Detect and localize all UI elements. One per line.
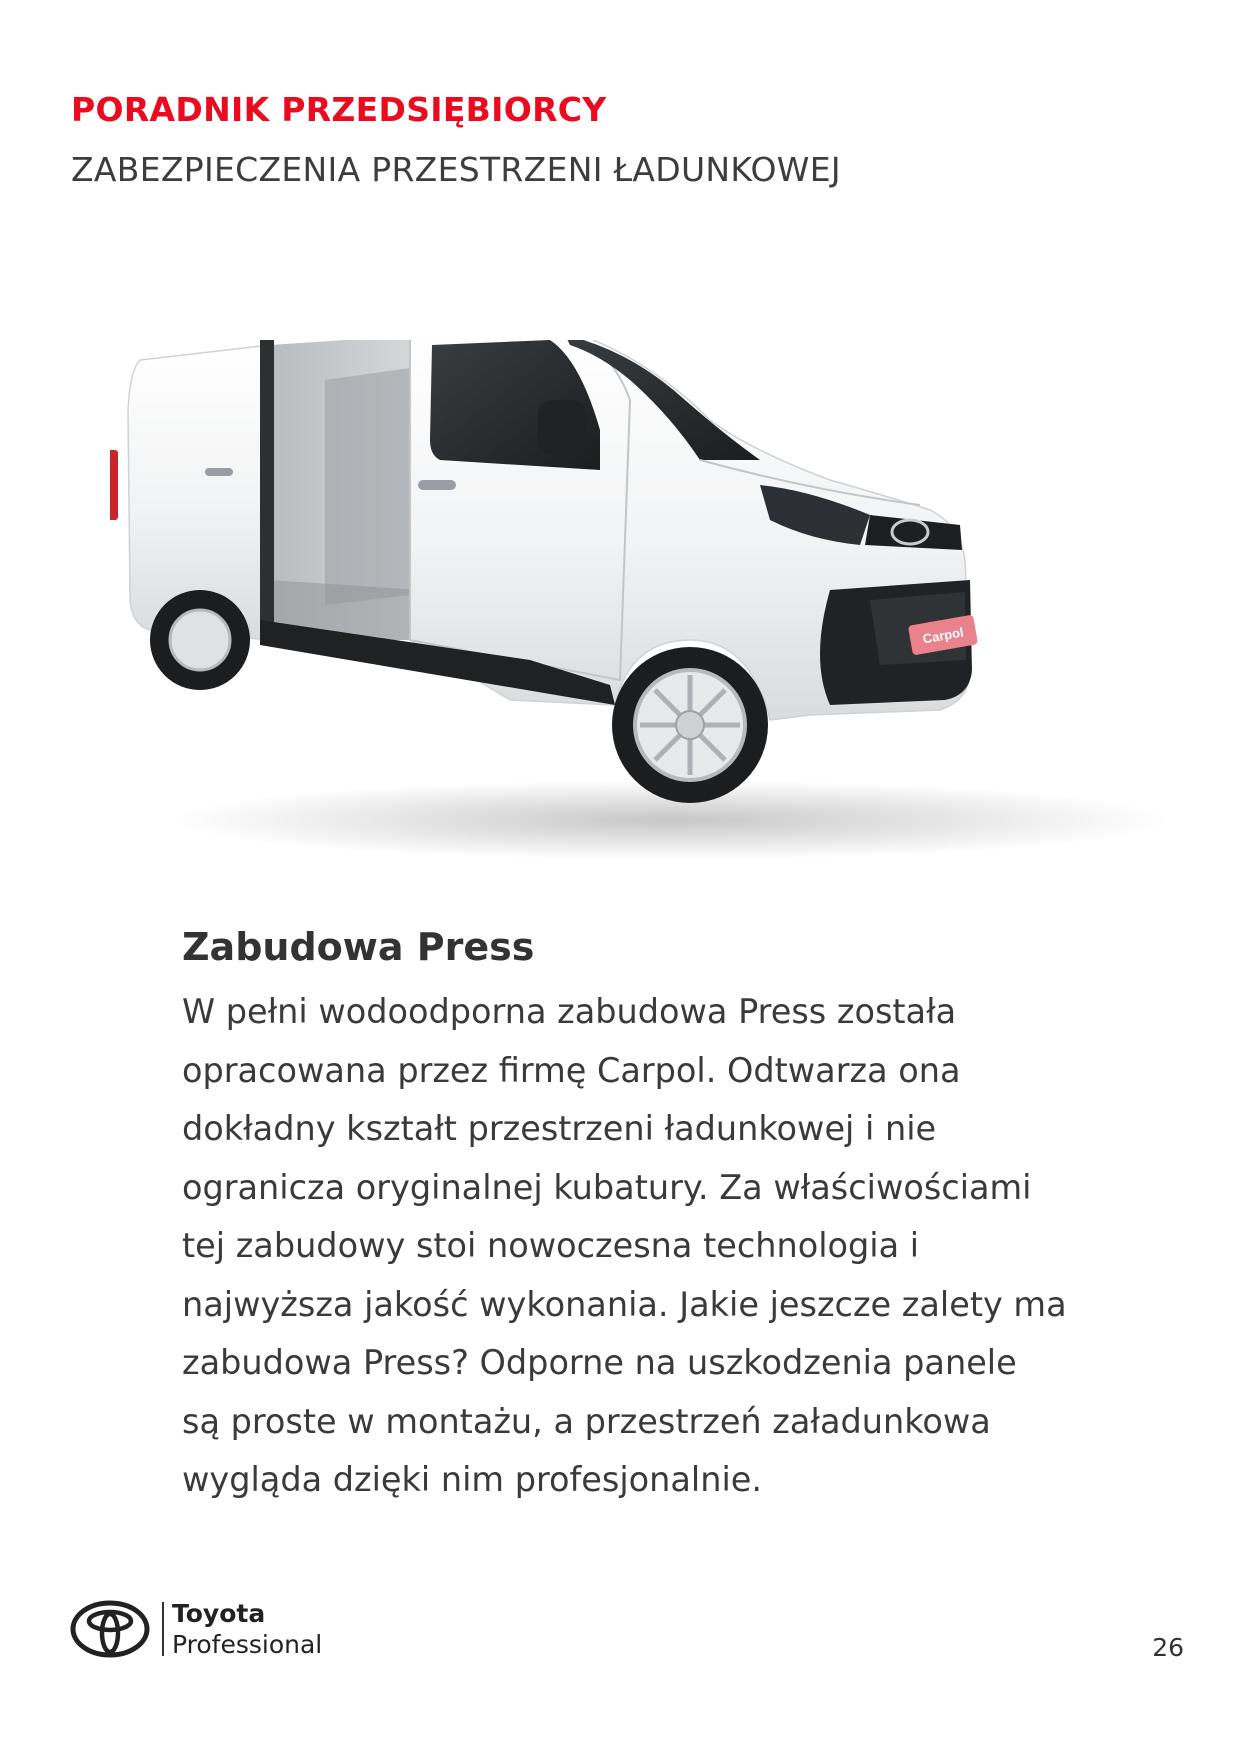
body-line: opracowana przez firmę Carpol. Odtwarza ona [182, 1050, 961, 1090]
body-line: ogranicza oryginalnej kubatury. Za właściwościami [182, 1167, 1032, 1207]
toyota-logo-icon [70, 1600, 150, 1658]
van-illustration [110, 340, 1180, 900]
rear-wheel-rim [170, 610, 230, 670]
front-wheel-hub [676, 711, 704, 739]
bulkhead-panel [325, 368, 410, 605]
body-line: najwyższa jakość wykonania. Jakie jeszcze zalety ma [182, 1284, 1067, 1324]
section-subtitle: ZABEZPIECZENIA PRZESTRZENI ŁADUNKOWEJ [71, 150, 841, 189]
door-frame-edge [260, 340, 274, 640]
article-body [182, 983, 1132, 1510]
page-number: 26 [1152, 1633, 1184, 1662]
body-line: wygląda dzięki nim profesjonalnie. [182, 1460, 763, 1499]
body-line: W pełni wodoodporna zabudowa Press została [182, 992, 957, 1031]
guide-title: PORADNIK PRZEDSIĘBIORCY [71, 90, 607, 129]
footer-brand: Toyota [172, 1599, 266, 1628]
footer-subbrand: Professional [172, 1630, 323, 1659]
front-door-handle [418, 480, 456, 490]
body-line: tej zabudowy stoi nowoczesna technologia i [182, 1226, 920, 1265]
body-line: dokładny kształt przestrzeni ładunkowej i nie [182, 1109, 937, 1148]
license-plate-text: Carpol [921, 624, 965, 647]
body-line: zabudowa Press? Odporne na uszkodzenia panele [182, 1343, 1017, 1382]
article-heading: Zabudowa Press [182, 925, 535, 969]
rear-door-handle [205, 468, 233, 476]
side-mirror [538, 400, 586, 455]
footer-divider [162, 1602, 164, 1656]
rear-light [110, 450, 118, 520]
body-line: są proste w montażu, a przestrzeń załadunkowa [182, 1401, 991, 1441]
